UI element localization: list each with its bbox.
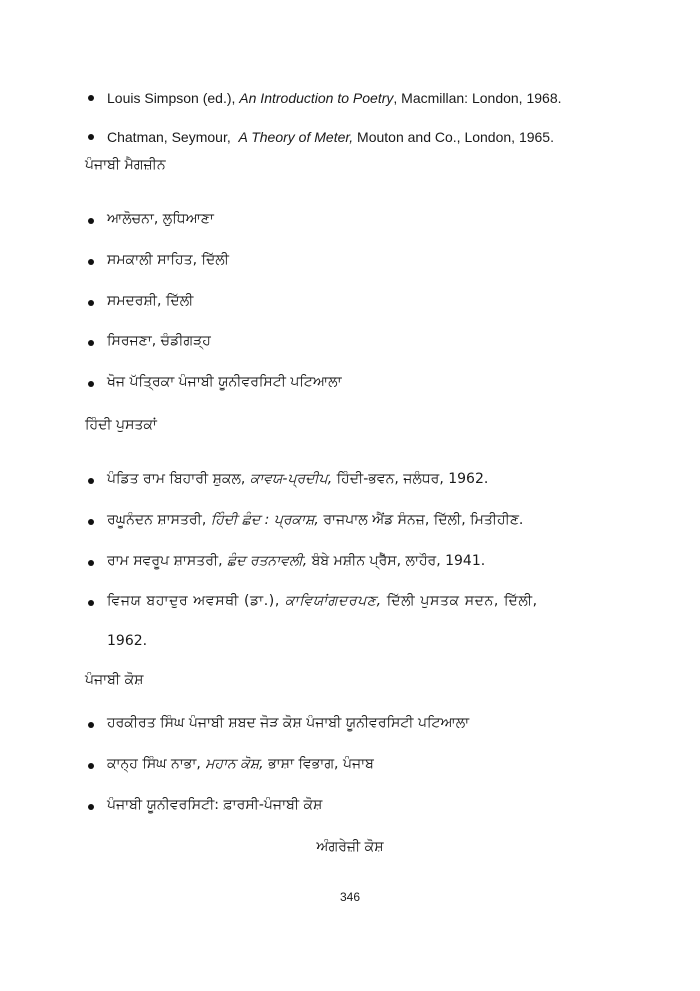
- book-title: ਹਿੰਦੀ ਛੰਦ : ਪ੍ਰਕਾਸ਼,: [210, 512, 319, 528]
- bullet-icon: [87, 600, 95, 608]
- magazine-item: ਸਮਦਰਸ਼ੀ, ਦਿੱਲੀ: [107, 293, 194, 309]
- bullet-icon: [87, 218, 95, 226]
- reference-english-1: [107, 89, 562, 107]
- bullet-icon: [87, 804, 95, 812]
- bullet-icon: [87, 259, 95, 267]
- section-heading-magazines: ਪੰਜਾਬੀ ਮੈਗਜ਼ੀਨ: [85, 157, 166, 173]
- dictionary-title: ਮਹਾਨ ਕੋਸ਼,: [205, 756, 264, 772]
- bullet-icon: [87, 300, 95, 308]
- bullet-icon: [87, 340, 95, 348]
- hindi-book-item: [107, 592, 538, 610]
- section-heading-hindi-books: ਹਿੰਦੀ ਪੁਸਤਕਾਂ: [85, 417, 157, 433]
- magazine-item: ਆਲੋਚਨਾ, ਲੁਧਿਆਣਾ: [107, 211, 214, 227]
- reference-author: Chatman, Seymour,: [107, 129, 239, 145]
- reference-title: A Theory of Meter,: [238, 129, 354, 145]
- section-heading-punjabi-dictionaries: ਪੰਜਾਬੀ ਕੋਸ਼: [85, 672, 144, 688]
- dictionary-item: [107, 796, 322, 814]
- bullet-icon: [87, 519, 95, 527]
- book-title: ਕਾਵਯ-ਪ੍ਰਦੀਪ,: [249, 471, 333, 487]
- book-author: ਵਿਜਯ ਬਹਾਦੁਰ ਅਵਸਥੀ (ਡਾ.),: [107, 593, 285, 609]
- reference-english-2: [107, 128, 554, 146]
- bullet-icon: [87, 763, 95, 771]
- magazine-item: ਸਿਰਜਣਾ, ਚੰਡੀਗੜ੍ਹ: [107, 333, 211, 349]
- reference-publisher: , Macmillan: London, 1968.: [393, 90, 562, 106]
- bullet-icon: [87, 95, 95, 103]
- book-title: ਕਾਵਿਯਾਂਗਦਰਪਣ,: [284, 593, 382, 609]
- book-author: ਪੰਡਿਤ ਰਾਮ ਬਿਹਾਰੀ ਸ਼ੁਕਲ,: [107, 471, 250, 487]
- section-heading-english-dictionaries: ਅੰਗਰੇਜ਼ੀ ਕੋਸ਼: [316, 839, 384, 855]
- reference-publisher: Mouton and Co., London, 1965.: [353, 129, 554, 145]
- dictionary-entry: ਹਰਕੀਰਤ ਸਿੰਘ ਪੰਜਾਬੀ ਸ਼ਬਦ ਜੋੜ ਕੋਸ਼ ਪੰਜਾਬੀ ਯੂਨੀਵਰਸਿਟੀ ਪਟਿਆਲਾ: [107, 715, 470, 731]
- hindi-book-item-continuation: 1962.: [107, 633, 148, 649]
- dictionary-author: ਕਾਨ੍ਹ ਸਿੰਘ ਨਾਭਾ,: [107, 756, 206, 772]
- hindi-book-item: [107, 552, 485, 570]
- bullet-icon: [87, 560, 95, 568]
- bullet-icon: [87, 722, 95, 730]
- hindi-book-item: [107, 511, 523, 529]
- dictionary-item: [107, 755, 374, 773]
- dictionary-item: [107, 714, 469, 732]
- bullet-icon: [87, 478, 95, 486]
- reference-title: An Introduction to Poetry: [239, 90, 394, 106]
- book-publisher: ਰਾਜਪਾਲ ਐਂਡ ਸੰਨਜ਼, ਦਿੱਲੀ, ਮਿਤੀਹੀਣ.: [318, 512, 524, 528]
- dictionary-entry: ਪੰਜਾਬੀ ਯੂਨੀਵਰਸਿਟੀ: ਫ਼ਾਰਸੀ-ਪੰਜਾਬੀ ਕੋਸ਼: [107, 797, 323, 813]
- book-publisher: ਬੰਬੇ ਮਸ਼ੀਨ ਪ੍ਰੈੱਸ, ਲਾਹੌਰ, 1941.: [307, 553, 486, 569]
- dictionary-publisher: ਭਾਸ਼ਾ ਵਿਭਾਗ, ਪੰਜਾਬ: [263, 756, 374, 772]
- book-author: ਰਾਮ ਸਵਰੂਪ ਸ਼ਾਸਤਰੀ,: [107, 553, 228, 569]
- book-publisher: ਦਿੱਲੀ ਪੁਸਤਕ ਸਦਨ, ਦਿੱਲੀ,: [381, 593, 538, 609]
- page-number: 346: [339, 890, 361, 904]
- magazine-item: ਸਮਕਾਲੀ ਸਾਹਿਤ, ਦਿੱਲੀ: [107, 252, 229, 268]
- book-title: ਛੰਦ ਰਤਨਾਵਲੀ,: [227, 553, 308, 569]
- hindi-book-item: [107, 470, 488, 488]
- book-publisher: ਹਿੰਦੀ-ਭਵਨ, ਜਲੰਧਰ, 1962.: [332, 471, 489, 487]
- book-author: ਰਘੂਨੰਦਨ ਸ਼ਾਸਤਰੀ,: [107, 512, 211, 528]
- bullet-icon: [87, 381, 95, 389]
- reference-author: Louis Simpson (ed.),: [107, 90, 240, 106]
- bullet-icon: [87, 134, 95, 142]
- magazine-item: ਖੋਜ ਪੱਤ੍ਰਿਕਾ ਪੰਜਾਬੀ ਯੂਨੀਵਰਸਿਟੀ ਪਟਿਆਲਾ: [107, 374, 342, 390]
